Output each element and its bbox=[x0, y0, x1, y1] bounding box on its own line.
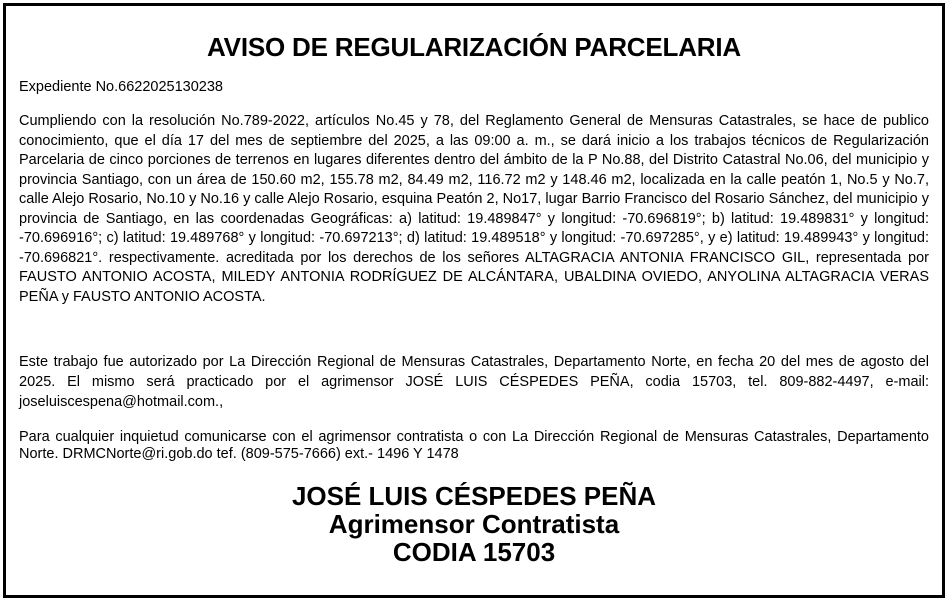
signature-name: JOSÉ LUIS CÉSPEDES PEÑA bbox=[291, 481, 657, 511]
paragraph-contact: Para cualquier inquietud comunicarse con el agrimensor contratista o con La Dirección Regional de Mensuras Catastrales, Departamento Norte. DRMCNorte@ri.gob.do tef. (809-575-7666) ext.- 1496 Y 1478 bbox=[19, 429, 929, 462]
paragraph-resolution: Cumpliendo con la resolución No.789-2022, artículos No.45 y 78, del Reglamento General de Mensuras Catastrales, se hace de publico conocimiento, que el día 17 del mes de septiembre del 2025, a las 09:00 a. m., se dará inicio a los trabajos técnicos de Regularización Parcelaria de cinco porciones de terrenos en lugares diferentes dentro del ámbito de la P No.88, del Distrito Catastral No.06, del municipio y provincia Santiago, con un área de 150.60 m2, 155.78 m2, 84.49 m2, 116.72 m2 y 148.46 m2, localizada en la calle peatón 1, No.5 y No.7, calle Alejo Rosario, No.10 y No.16 y calle Alejo Rosario, esquina Peatón 2, No17, lugar Barrio Francisco del Rosario Sánchez, del municipio y provincia de Santiago, en las coordenadas Geográficas: a) latitud: 19.489847° y longitud: -70.696819°; b) latitud: 19.489831° y longitud: -70.696916°; c) latitud: 19.489768° y longitud: -70.697213°; d) latitud: 19.489518° y longitud: -70.697285°, y e) latitud: 19.489943° y longitud: -70.696821°. respectivamente. acreditada por los derechos de los señores ALTAGRACIA ANTONIA FRANCISCO GIL, representada por FAUSTO ANTONIO ACOSTA, MILEDY ANTONIA RODRÍGUEZ DE ALCÁNTARA, UBALDINA OVIEDO, ANYOLINA ALTAGRACIA VERAS PEÑA y FAUSTO ANTONIO ACOSTA. bbox=[19, 113, 929, 305]
notice-title: AVISO DE REGULARIZACIÓN PARCELARIA bbox=[207, 32, 741, 62]
signature-codia: CODIA 15703 bbox=[392, 537, 556, 567]
notice-content bbox=[19, 6, 929, 595]
signature-role: Agrimensor Contratista bbox=[328, 509, 620, 539]
notice-frame bbox=[3, 3, 945, 598]
paragraph-authorization: Este trabajo fue autorizado por La Dirección Regional de Mensuras Catastrales, Departamento Norte, en fecha 20 del mes de agosto del 2025. El mismo será practicado por el agrimensor JOSÉ LUIS CÉSPEDES PEÑA, codia 15703, tel. 809-882-4497, e-mail: joseluiscespena@hotmail.com., bbox=[19, 354, 929, 410]
expediente-number: Expediente No.6622025130238 bbox=[19, 79, 223, 95]
signature-block bbox=[19, 482, 929, 566]
